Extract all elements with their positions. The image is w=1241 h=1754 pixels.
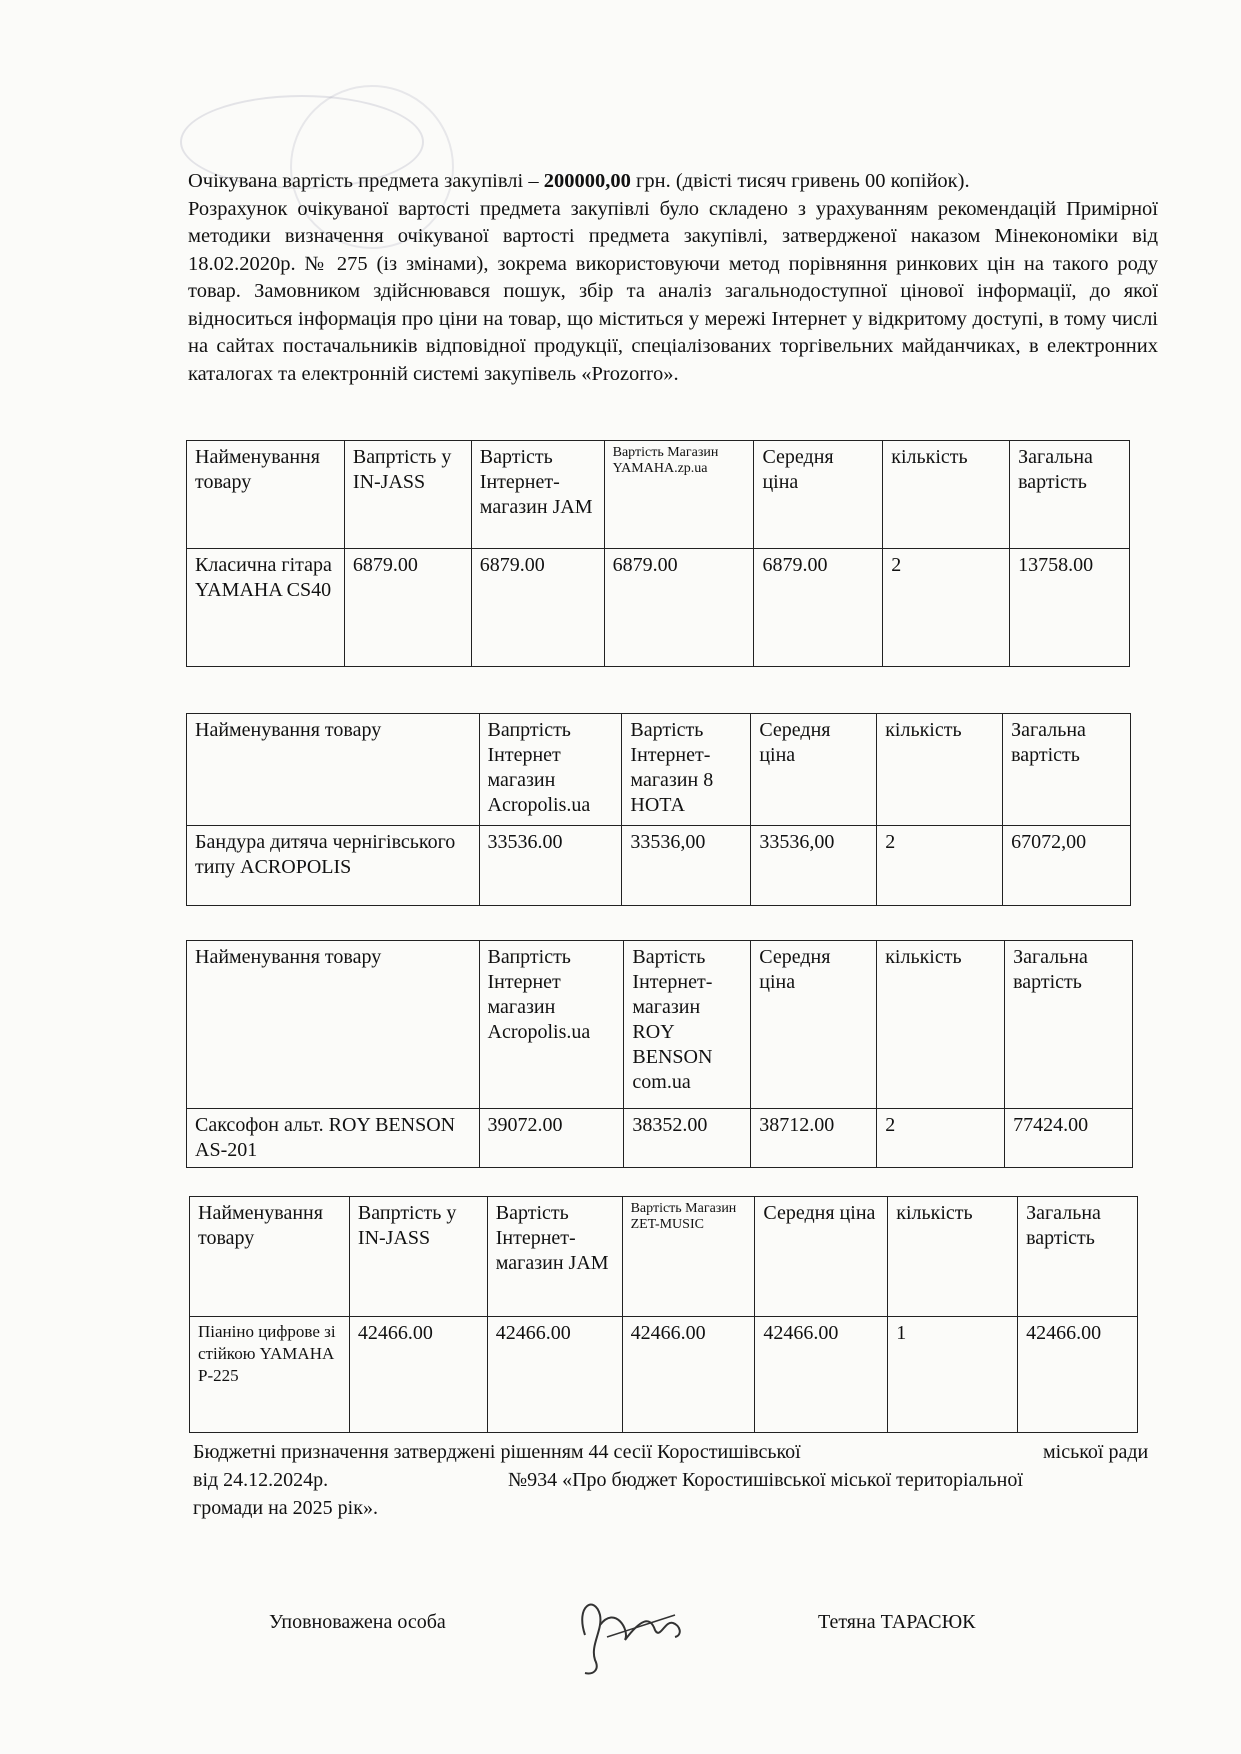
budget-line-1b: міської ради	[1043, 1441, 1149, 1463]
cell-average-price: 42466.00	[755, 1317, 888, 1433]
cell-quantity: 2	[877, 1109, 1005, 1168]
cell-quantity: 2	[877, 826, 1003, 906]
header-price-acropolis: Вапртість Інтернет магазин Acropolis.ua	[479, 941, 624, 1109]
cell-total: 77424.00	[1005, 1109, 1133, 1168]
cell-total: 42466.00	[1018, 1317, 1138, 1433]
header-total: Загальна вартість	[1018, 1197, 1138, 1317]
price-table-guitar	[186, 440, 1130, 667]
price-table-bandura	[186, 713, 1131, 906]
header-price-jam: Вартість Інтернет-магазин JAM	[487, 1197, 622, 1317]
header-product-name: Найменування товару	[190, 1197, 350, 1317]
budget-line-3: громади на 2025 рік».	[193, 1497, 378, 1519]
cell-price: 33536.00	[479, 826, 622, 906]
signer-name: Тетяна ТАРАСЮК	[818, 1611, 976, 1633]
cell-price: 42466.00	[487, 1317, 622, 1433]
budget-line-2b: №934 «Про бюджет Коростишівської міської територіальної	[508, 1469, 1023, 1491]
header-quantity: кількість	[888, 1197, 1018, 1317]
header-quantity: кількість	[877, 941, 1005, 1109]
cell-quantity: 2	[883, 549, 1010, 667]
cell-total: 67072,00	[1003, 826, 1131, 906]
cell-price: 6879.00	[344, 549, 471, 667]
header-product-name: Найменування товару	[187, 441, 345, 549]
header-total: Загальна вартість	[1010, 441, 1130, 549]
price-table-piano	[189, 1196, 1138, 1433]
cell-total: 13758.00	[1010, 549, 1130, 667]
header-total: Загальна вартість	[1005, 941, 1133, 1109]
header-average-price: Середня ціна	[751, 714, 877, 826]
header-price-injass: Вапртість у IN-JASS	[349, 1197, 487, 1317]
cell-average-price: 6879.00	[754, 549, 883, 667]
header-average-price: Середня ціна	[751, 941, 877, 1109]
header-product-name: Найменування товару	[187, 941, 480, 1109]
cell-product-name: Піаніно цифрове зі стійкою YAMAHA P-225	[190, 1317, 350, 1433]
signer-role: Уповноважена особа	[269, 1611, 446, 1633]
intro-text	[188, 168, 1158, 388]
header-quantity: кількість	[883, 441, 1010, 549]
expected-cost-line: Очікувана вартість предмета закупівлі – 200000,00 грн. (двісті тисяч гривень 00 копійок).	[188, 170, 970, 192]
expected-cost-amount: 200000,00	[543, 170, 631, 192]
handwritten-signature	[555, 1575, 705, 1680]
header-price-zetmusic: Вартість Магазин ZET-MUSIC	[622, 1197, 755, 1317]
cell-price: 33536,00	[622, 826, 751, 906]
header-price-jam: Вартість Інтернет-магазин JAM	[471, 441, 604, 549]
calculation-paragraph: Розрахунок очікуваної вартості предмета закупівлі було складено з урахуванням рекомендацій Примірної методики визначення очікуваної вартості предмета закупівлі, затвердженої наказом Мінекономіки від 18.02.2020р. № 275 (із змінами), зокрема використовуючи метод порівняння ринкових цін на такого роду товар. Замовником здійснювався пошук, збір та аналіз загальнодоступної цінової інформації, до якої відноситься інформація про ціни на товар, що міститься у мережі Інтернет у відкритому доступі, в тому числі на сайтах постачальників відповідної продукції, спеціалізованих торгівельних майданчиках, в електронних каталогах та електронній системі закупівель «Prozorro».	[188, 197, 1158, 385]
header-average-price: Середня ціна	[754, 441, 883, 549]
header-average-price: Середня ціна	[755, 1197, 888, 1317]
header-total: Загальна вартість	[1003, 714, 1131, 826]
header-price-8nota: Вартість Інтернет-магазин 8 НОТА	[622, 714, 751, 826]
cell-product-name: Саксофон альт. ROY BENSON AS-201	[187, 1109, 480, 1168]
cell-price: 42466.00	[349, 1317, 487, 1433]
header-quantity: кількість	[877, 714, 1003, 826]
budget-line-1a: Бюджетні призначення затверджені рішенням 44 сесії Коростишівської	[193, 1441, 801, 1463]
header-price-yamaha: Вартість Магазин YAMAHA.zp.ua	[604, 441, 754, 549]
cell-product-name: Бандура дитяча чернігівського типу ACROPOLIS	[187, 826, 480, 906]
cell-price: 6879.00	[471, 549, 604, 667]
cell-quantity: 1	[888, 1317, 1018, 1433]
cell-price: 39072.00	[479, 1109, 624, 1168]
price-table-saxophone	[186, 940, 1133, 1168]
cell-average-price: 33536,00	[751, 826, 877, 906]
cell-product-name: Класична гітара YAMAHA CS40	[187, 549, 345, 667]
cell-price: 38352.00	[624, 1109, 751, 1168]
header-price-roybenson: Вартість Інтернет-магазин ROY BENSON com.ua	[624, 941, 751, 1109]
cell-average-price: 38712.00	[751, 1109, 877, 1168]
budget-line-2a: від 24.12.2024р.	[193, 1469, 329, 1491]
header-price-acropolis: Вапртість Інтернет магазин Acropolis.ua	[479, 714, 622, 826]
header-price-injass: Вапртість у IN-JASS	[344, 441, 471, 549]
cell-price: 6879.00	[604, 549, 754, 667]
cell-price: 42466.00	[622, 1317, 755, 1433]
header-product-name: Найменування товару	[187, 714, 480, 826]
